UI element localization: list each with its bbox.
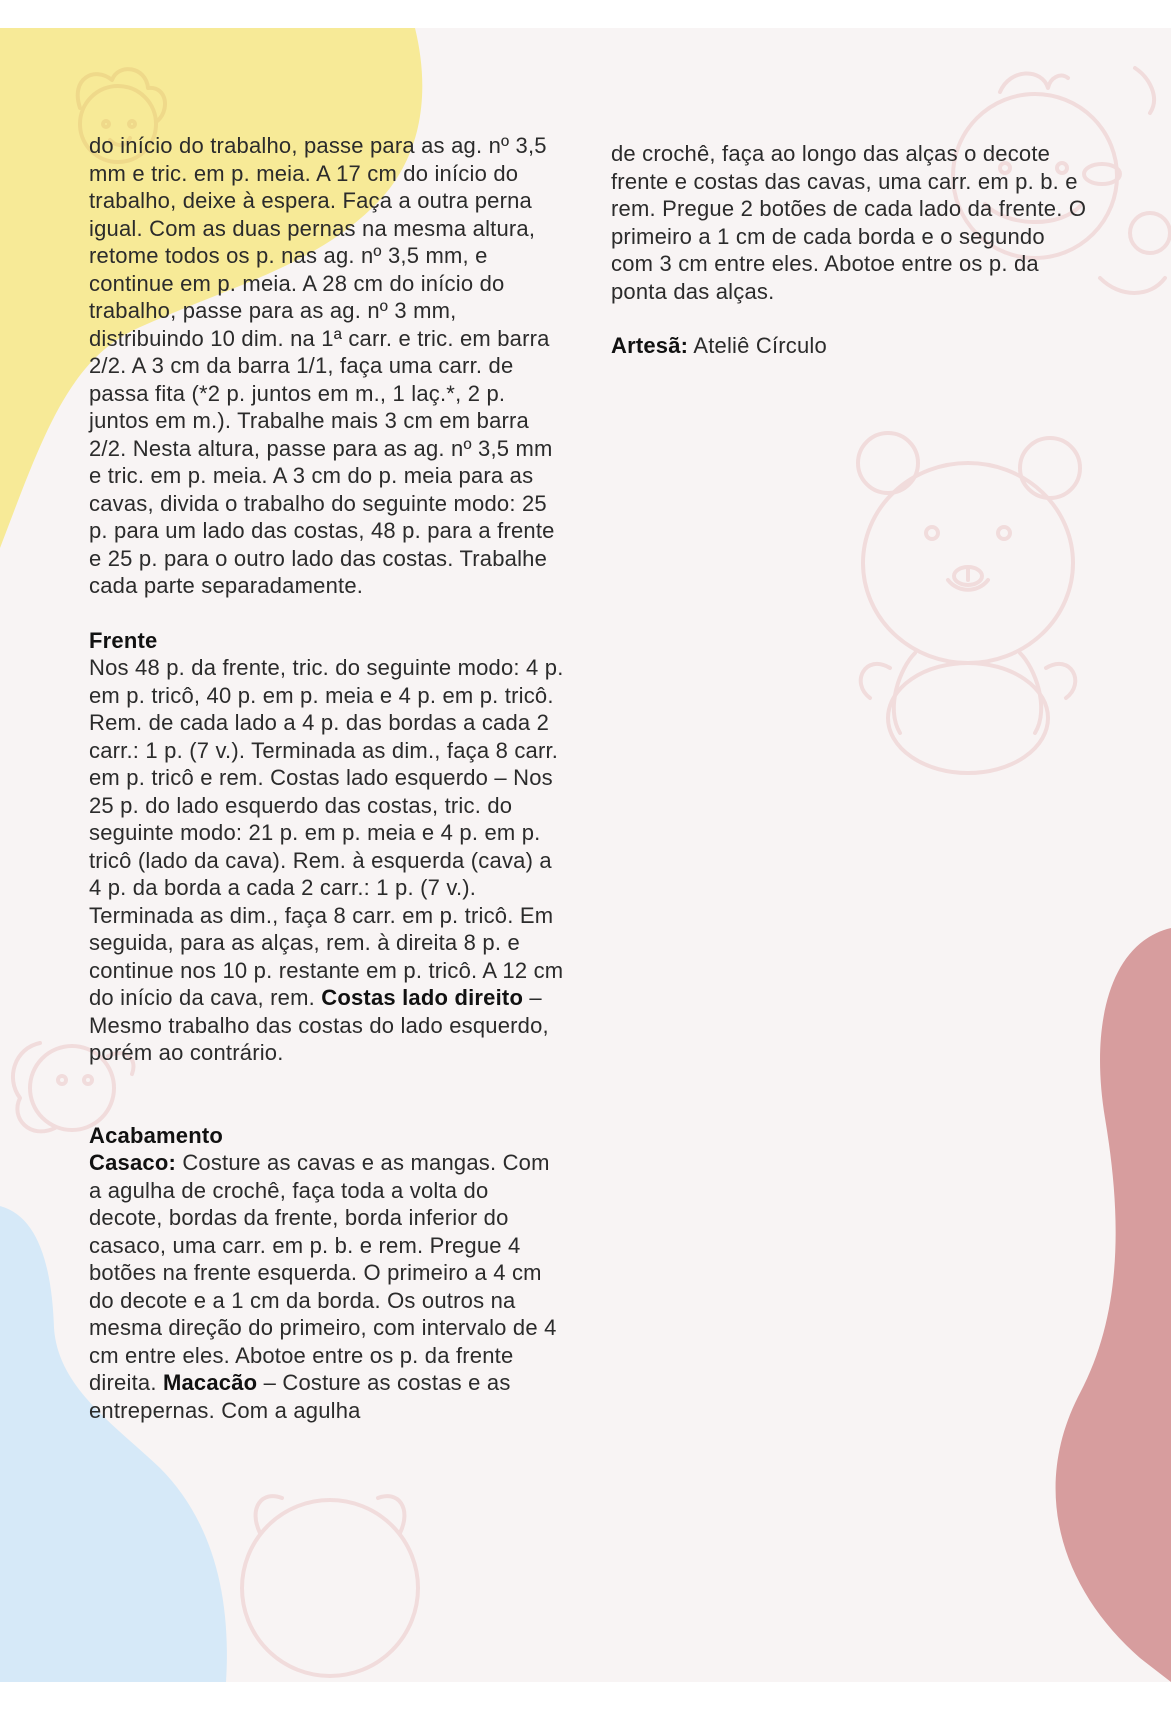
frente-section [89, 627, 567, 1067]
teddy-bear-icon [858, 433, 1080, 773]
artesa-name: Ateliê Círculo [693, 333, 827, 358]
left-column [89, 132, 567, 1424]
acabamento-heading: Acabamento [89, 1122, 224, 1148]
frente-text: Nos 48 p. da frente, tric. do seguinte modo: 4 p. em p. tricô, 40 p. em p. meia e 4 p. em p. tricô. Rem. de cada lado a 4 p. das bordas a cada 2 carr.: 1 p. (7 v.). Terminada as dim., faça 8 carr. em p. tricô e rem. Costas lado esquerdo – Nos 25 p. do lado esquerdo das costas, tric. do seguinte modo: 21 p. em p. meia e 4 p. em p. tricô (lado da cava). Rem. à esquerda (cava) a 4 p. da borda a cada 2 carr.: 1 p. (7 v.). Terminada as dim., faça 8 carr. em p. tricô. Em seguida, para as alças, rem. à direita 8 p. e continue nos 10 p. restante em p. tricô. A 12 cm do início da cava, rem. [89, 655, 564, 1010]
pink-blob-shape [1056, 928, 1171, 1682]
page [0, 28, 1171, 1682]
casaco-label: Casaco: [89, 1150, 176, 1175]
macacao-text: – Costure as costas e as entrepernas. Com a agulha [89, 1370, 511, 1423]
acabamento-section [89, 1122, 567, 1425]
artesa-credit [611, 332, 1091, 360]
right-column [611, 140, 1091, 360]
casaco-text: Costure as cavas e as mangas. Com a agulha de crochê, faça toda a volta do decote, bordas da frente, borda inferior do casaco, uma carr. em p. b. e rem. Pregue 4 botões na frente esquerda. O primeiro a 4 cm do decote e a 1 cm da borda. Os outros na mesma direção do primeiro, com intervalo de 4 cm entre eles. Abotoe entre os p. da frente direita. [89, 1150, 557, 1395]
costas-lado-direito-text: – Mesmo trabalho das costas do lado esquerdo, porém ao contrário. [89, 985, 549, 1065]
continuation-paragraph: de crochê, faça ao longo das alças o decote frente e costas das cavas, uma carr. em p. b. e rem. Pregue 2 botões de cada lado da frente. O primeiro a 1 cm de cada borda e o segundo com 3 cm entre eles. Abotoe entre os p. da ponta das alças. [611, 141, 1087, 304]
costas-lado-direito-label: Costas lado direito [321, 985, 524, 1010]
artesa-label: Artesã: [611, 333, 689, 358]
frente-heading: Frente [89, 627, 158, 653]
animal-face-icon [242, 1496, 418, 1676]
macacao-label: Macacão [162, 1370, 258, 1395]
pacifier-icon [1100, 68, 1170, 293]
intro-paragraph: do início do trabalho, passe para as ag. nº 3,5 mm e tric. em p. meia. A 17 cm do início do trabalho, deixe à espera. Faça a outra perna igual. Com as duas pernas na mesma altura, retome todos os p. nas ag. nº 3,5 mm, e continue em p. meia. A 28 cm do início do trabalho, passe para as ag. nº 3 mm, distribuindo 10 dim. na 1ª carr. e tric. em barra 2/2. A 3 cm da barra 1/1, faça uma carr. de passa fita (*2 p. juntos em m., 1 laç.*, 2 p. juntos em m.). Trabalhe mais 3 cm em barra 2/2. Nesta altura, passe para as ag. nº 3,5 mm e tric. em p. meia. A 3 cm do p. meia para as cavas, divida o trabalho do seguinte modo: 25 p. para um lado das costas, 48 p. para a frente e 25 p. para o outro lado das costas. Trabalhe cada parte separadamente. [89, 133, 555, 598]
